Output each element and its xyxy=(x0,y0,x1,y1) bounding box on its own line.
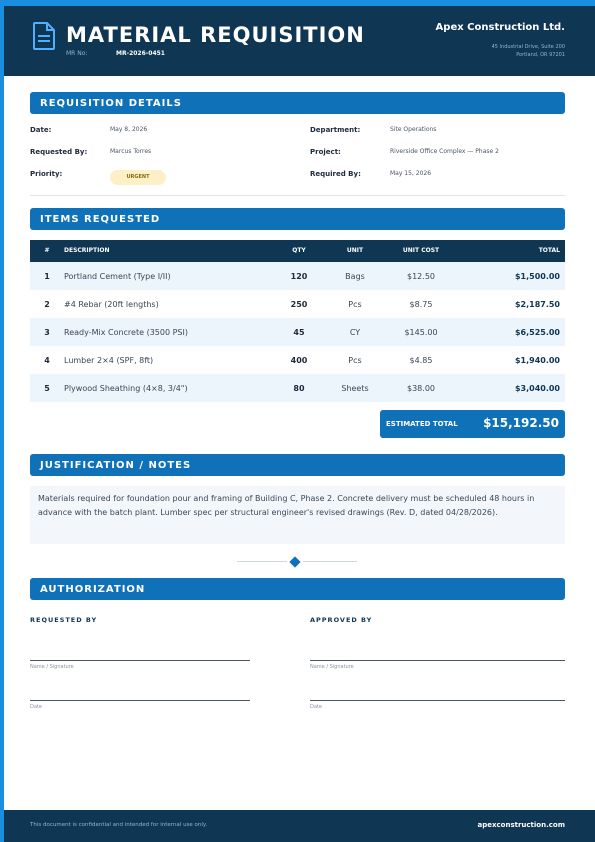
section-header-items-requested xyxy=(30,208,565,230)
column-header-unit-cost: UNIT COST xyxy=(402,247,440,254)
row-total: $1,500.00 xyxy=(514,272,560,281)
notes-text: Materials required for foundation pour and framing of Building C, Phase 2. Concrete delivery must be scheduled 48 hours in advance with the batch plant. Lumber spec per structural engineer's revised drawings (Rev. D, dated 04/28/2026). xyxy=(38,494,535,517)
row-qty: 250 xyxy=(290,300,308,309)
confidentiality-notice: This document is confidential and intended for internal use only. xyxy=(30,822,208,828)
section-divider xyxy=(30,195,565,196)
document-header xyxy=(4,6,595,76)
department-label: Department: xyxy=(310,126,361,134)
row-total: $3,040.00 xyxy=(514,384,560,393)
row-total: $1,940.00 xyxy=(514,356,560,365)
row-unit: Pcs xyxy=(348,300,362,309)
table-row xyxy=(30,374,565,402)
table-row xyxy=(30,318,565,346)
document-title: MATERIAL REQUISITION xyxy=(66,23,365,47)
table-row xyxy=(30,262,565,290)
required-by-value: May 15, 2026 xyxy=(390,170,432,177)
column-header-description: DESCRIPTION xyxy=(64,247,110,254)
approved-by-date-caption: Date xyxy=(310,704,322,710)
section-title: AUTHORIZATION xyxy=(40,584,146,595)
section-title: JUSTIFICATION / NOTES xyxy=(40,460,192,471)
row-number: 3 xyxy=(44,328,50,337)
priority-label: Priority: xyxy=(30,170,63,178)
row-unit: CY xyxy=(349,328,361,337)
requested-by-signature-caption: Name / Signature xyxy=(30,664,74,670)
row-unit-cost: $8.75 xyxy=(409,300,433,309)
requested-by-date-line xyxy=(30,700,250,701)
required-by-label: Required By: xyxy=(310,170,361,178)
row-description: Ready-Mix Concrete (3500 PSI) xyxy=(64,328,188,337)
row-number: 2 xyxy=(44,300,50,309)
row-unit: Pcs xyxy=(348,356,362,365)
items-table-header xyxy=(30,240,565,262)
row-unit: Sheets xyxy=(341,384,369,393)
ornament-line-right xyxy=(303,561,357,562)
section-header-authorization xyxy=(30,578,565,600)
date-value: May 8, 2026 xyxy=(110,126,148,133)
row-description: Portland Cement (Type I/II) xyxy=(64,272,171,281)
row-total: $6,525.00 xyxy=(514,328,560,337)
approved-by-signature-line xyxy=(310,660,565,661)
project-value: Riverside Office Complex — Phase 2 xyxy=(390,148,499,155)
requested-by-date-caption: Date xyxy=(30,704,42,710)
document-icon xyxy=(32,22,56,50)
department-value: Site Operations xyxy=(390,126,437,133)
column-header-num: # xyxy=(44,247,50,254)
requested-by-value: Marcus Torres xyxy=(110,148,152,155)
column-header-unit: UNIT xyxy=(346,247,364,254)
row-number: 5 xyxy=(44,384,50,393)
approved-by-signature-caption: Name / Signature xyxy=(310,664,354,670)
company-website: apexconstruction.com xyxy=(477,821,565,829)
row-unit: Bags xyxy=(345,272,365,281)
document-footer xyxy=(4,810,595,842)
row-qty: 120 xyxy=(290,272,308,281)
row-unit-cost: $38.00 xyxy=(407,384,435,393)
mr-number-value: MR-2026-0451 xyxy=(116,50,165,57)
section-title: ITEMS REQUESTED xyxy=(40,214,161,225)
row-qty: 400 xyxy=(290,356,308,365)
row-qty: 45 xyxy=(293,328,305,337)
column-header-qty: QTY xyxy=(292,247,306,254)
section-header-requisition-details xyxy=(30,92,565,114)
row-unit-cost: $12.50 xyxy=(407,272,435,281)
row-description: Lumber 2×4 (SPF, 8ft) xyxy=(64,356,154,365)
section-header-justification-notes xyxy=(30,454,565,476)
row-number: 4 xyxy=(44,356,50,365)
row-qty: 80 xyxy=(293,384,305,393)
table-row xyxy=(30,290,565,318)
estimated-total-box xyxy=(380,410,565,438)
company-name: Apex Construction Ltd. xyxy=(435,22,565,33)
column-header-total: TOTAL xyxy=(538,247,560,254)
mr-number-label: MR No: xyxy=(66,50,88,57)
estimated-total-label: ESTIMATED TOTAL xyxy=(386,420,458,428)
row-unit-cost: $4.85 xyxy=(409,356,433,365)
row-total: $2,187.50 xyxy=(514,300,560,309)
row-description: Plywood Sheathing (4×8, 3/4") xyxy=(64,384,188,393)
requested-by-signature-line xyxy=(30,660,250,661)
project-label: Project: xyxy=(310,148,341,156)
requested-by-label: Requested By: xyxy=(30,148,88,156)
row-number: 1 xyxy=(44,272,50,281)
estimated-total-value: $15,192.50 xyxy=(483,416,559,430)
row-unit-cost: $145.00 xyxy=(404,328,438,337)
date-label: Date: xyxy=(30,126,52,134)
table-row xyxy=(30,346,565,374)
ornament-line-left xyxy=(237,561,287,562)
left-accent-stripe xyxy=(0,6,4,842)
priority-badge: URGENT xyxy=(110,170,166,185)
approved-by-heading: APPROVED BY xyxy=(310,616,373,624)
requested-by-heading: REQUESTED BY xyxy=(30,616,98,624)
diamond-ornament-icon xyxy=(289,556,300,567)
company-address-line1: 45 Industrial Drive, Suite 200 xyxy=(491,44,565,50)
section-title: REQUISITION DETAILS xyxy=(40,98,182,109)
row-description: #4 Rebar (20ft lengths) xyxy=(64,300,159,309)
notes-box xyxy=(30,486,565,544)
company-address-line2: Portland, OR 97201 xyxy=(516,52,565,58)
approved-by-date-line xyxy=(310,700,565,701)
